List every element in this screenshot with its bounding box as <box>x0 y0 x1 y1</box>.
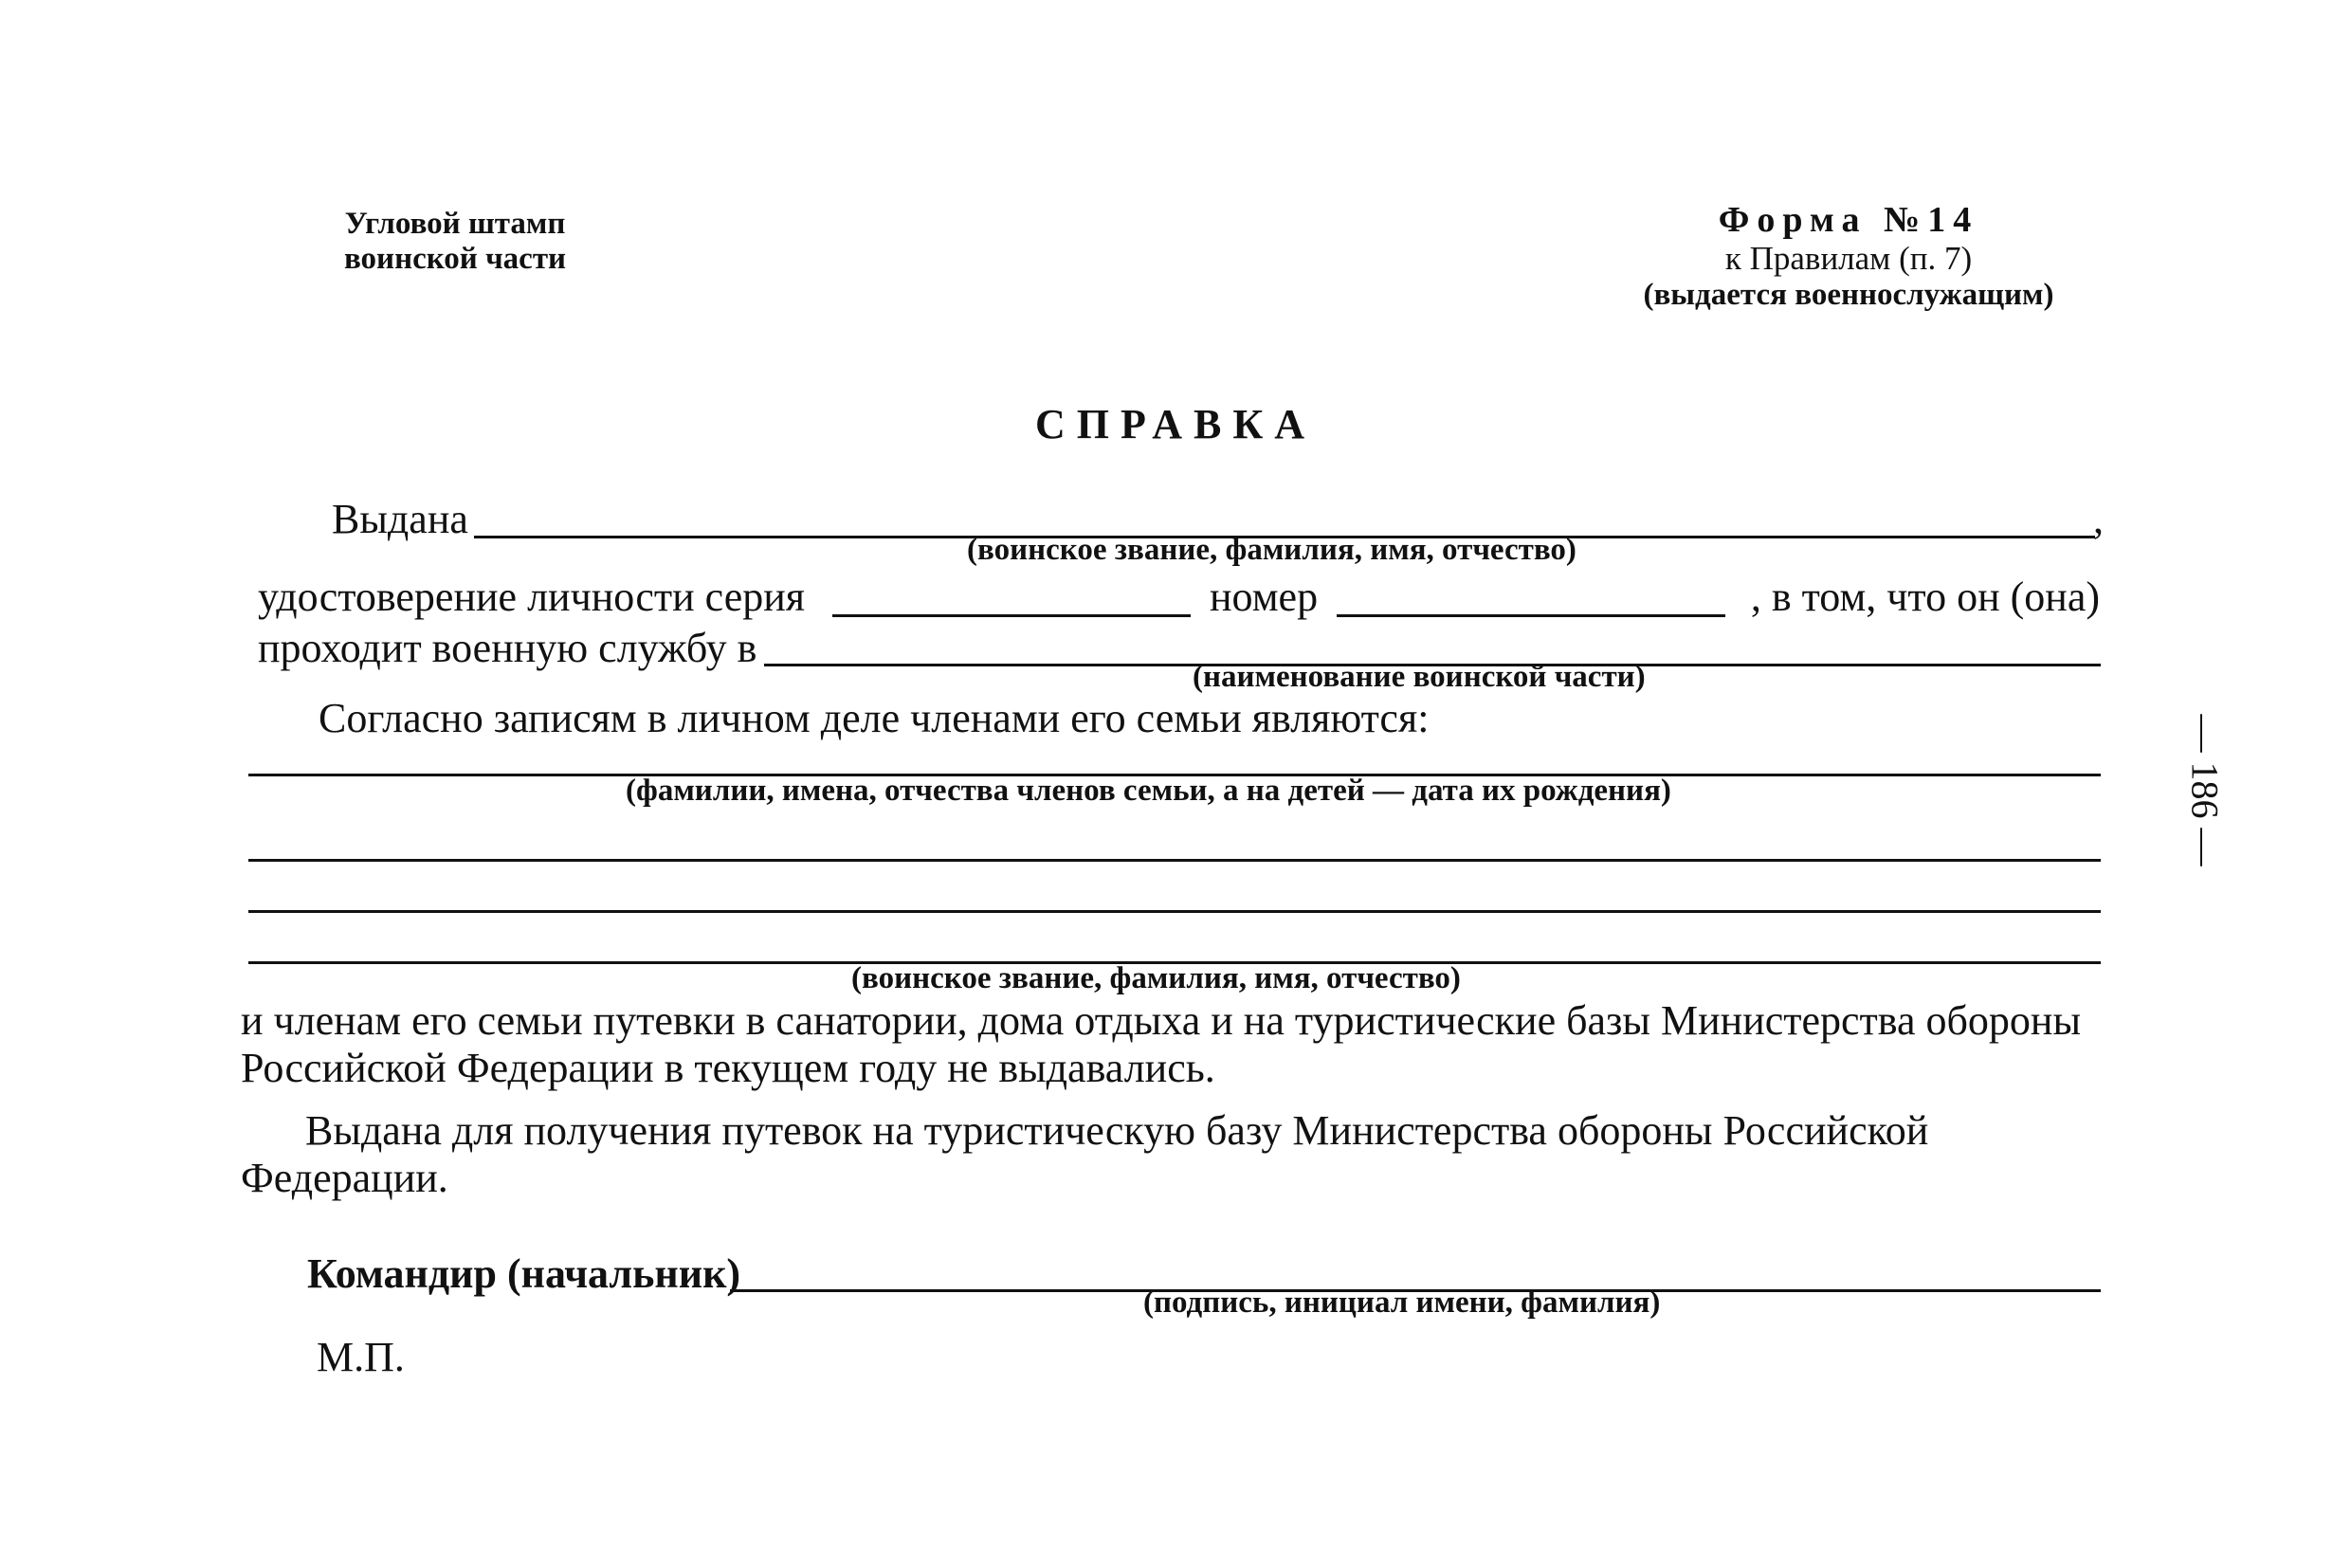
issued-hint: (воинское звание, фамилия, имя, отчество) <box>967 533 1576 567</box>
form-note: (выдается военнослужащим) <box>1643 278 2054 312</box>
family-hint: (фамилии, имена, отчества членов семьи, а на детей — дата их рождения) <box>626 774 1671 808</box>
stamp-line-1: Угловой штамп <box>344 207 566 241</box>
form-title: Форма №14 <box>1718 200 1979 240</box>
person-hint: (воинское звание, фамилия, имя, отчество) <box>851 961 1461 995</box>
body-paragraph-1: и членам его семьи путевки в санатории, дома отдыха и на туристические базы Министерства обороны Российской Федерации в текущем году не выдавались. <box>241 997 2082 1091</box>
issued-label: Выдана <box>332 496 468 542</box>
corner-stamp-label <box>313 207 597 277</box>
service-label: проходит военную службу в <box>258 625 757 671</box>
seal-mark: М.П. <box>317 1334 405 1380</box>
form-reference: к Правилам (п. 7) <box>1724 240 1973 277</box>
issued-comma: , <box>2093 496 2104 542</box>
family-line-3[interactable] <box>248 910 2101 913</box>
id-number-line[interactable] <box>1337 614 1725 617</box>
id-series-line[interactable] <box>832 614 1191 617</box>
stamp-line-2: воинской части <box>343 242 567 276</box>
unit-hint: (наименование воинской части) <box>1193 660 1646 694</box>
body-paragraph-2: Выдана для получения путевок на туристическую базу Министерства обороны Российской Федерации. <box>241 1107 1929 1201</box>
signature-hint: (подпись, инициал имени, фамилия) <box>1143 1285 1661 1320</box>
family-intro: Согласно записям в личном деле членами его семьи являются: <box>319 695 1430 741</box>
commander-label: Командир (начальник) <box>307 1250 741 1297</box>
page-number: — 186 — <box>2183 714 2227 866</box>
id-number-label: номер <box>1210 574 1319 620</box>
id-series-label: удостоверение личности серия <box>258 574 806 620</box>
document-title: СПРАВКА <box>1034 401 1317 447</box>
family-line-2[interactable] <box>248 859 2101 862</box>
form-number-block <box>1602 199 2095 313</box>
id-tail-text: , в том, что он (она) <box>1750 574 2100 620</box>
